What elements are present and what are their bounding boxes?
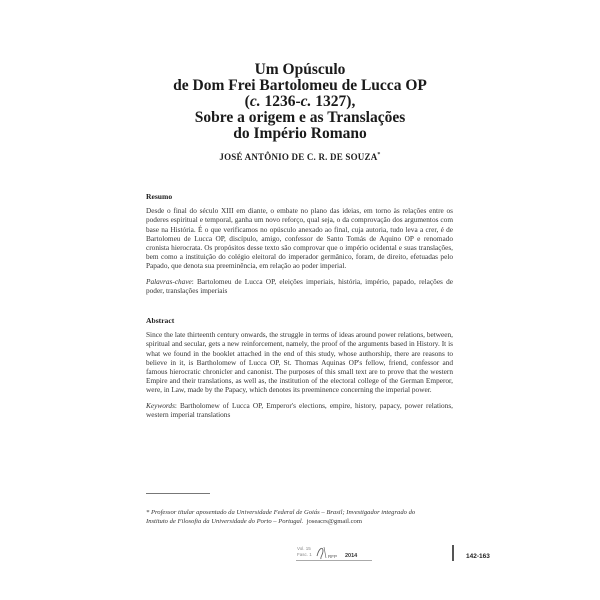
resumo-text: Desde o final do século XIII em diante, o embate no plano das ideias, em torno às relações entre os poderes espiritual e temporal, ganha um novo reforço, qual seja, o da comprovação dos argumentos com base na História. É o que verificamos no opúsculo anexado ao final, cuja autoria, tudo leva a crer, é de Bartolomeu de Lucca OP, discípulo, amigo, confessor de Santo Tomás de Aquino OP e renomado cronista hierocrata. Os propósitos desse texto são comprovar que o império ocidental e suas translações, bem como a instituição do colégio eleitoral do imperador germânico, foram, de direito, efetuadas pelo Papado, que denota sua preeminência, em relação ao poder imperial. <box>146 206 453 271</box>
svg-text:RFP: RFP <box>328 554 337 559</box>
abstract-section <box>146 316 453 419</box>
title-line-4: Sobre a origem e as Translações <box>194 109 406 126</box>
resumo-heading: Resumo <box>146 192 173 201</box>
journal-year: 2014 <box>345 553 358 559</box>
abstract-text: Since the late thirteenth century onwards, the struggle in terms of ideas around power relations, between, spiritual and secular, gets a new reinforcement, namely, the proof of the arguments based in History. It is what we found in the booklet attached in the end of this study, whose authorship, there are reasons to believe in it, is Bartholomew of Lucca OP, St. Thomas Aquinas OP's fellow, friend, confessor and famous hierocratic chronicler and canonist. The purposes of this small text are to prove that the western Empire and their translations, as well as, the institution of the electoral college of the German Emperor, were, in Law, made by the Papacy, which denotes its preeminence concerning the imperial power. <box>146 330 453 395</box>
page-range: 142-163 <box>466 553 490 560</box>
footnote-email[interactable]: joseacrs@gmail.com <box>306 517 362 525</box>
page-bar <box>452 545 454 561</box>
title-line-5: do Império Romano <box>233 125 367 142</box>
title-line-2: de Dom Frei Bartolomeu de Lucca OP <box>173 77 427 94</box>
footnote-rule <box>146 493 210 494</box>
author-name: JOSÉ ANTÔNIO DE C. R. DE SOUZA* <box>219 152 381 162</box>
resumo-keywords: Palavras-chave: Bartolomeu de Lucca OP, eleições imperiais, história, império, papado, relações de poder, translações imperiais <box>146 276 453 295</box>
title-line-1: Um Opúsculo <box>254 61 346 78</box>
resumo-section <box>146 192 453 295</box>
abstract-heading: Abstract <box>146 316 175 325</box>
abstract-keywords: Keywords: Bartholomew of Lucca OP, Emperor's elections, empire, history, papacy, power relations, western imperial translations <box>146 400 453 419</box>
author-footnote-mark[interactable]: * <box>377 152 381 158</box>
article-title <box>0 62 600 142</box>
footer-rule <box>296 560 372 561</box>
journal-logo-icon <box>314 544 344 565</box>
footnote: * Professor titular aposentado da Universidade Federal de Goiás – Brasil; Investigador integrado do Instituto de Filosofia da Universidade do Porto – Portugal. joseacrs@gmail.com <box>146 509 416 525</box>
title-line-3: (c. 1236-c. 1327), <box>244 93 356 110</box>
volume-info: Vol. 15 Fasc. 1 <box>297 546 312 557</box>
